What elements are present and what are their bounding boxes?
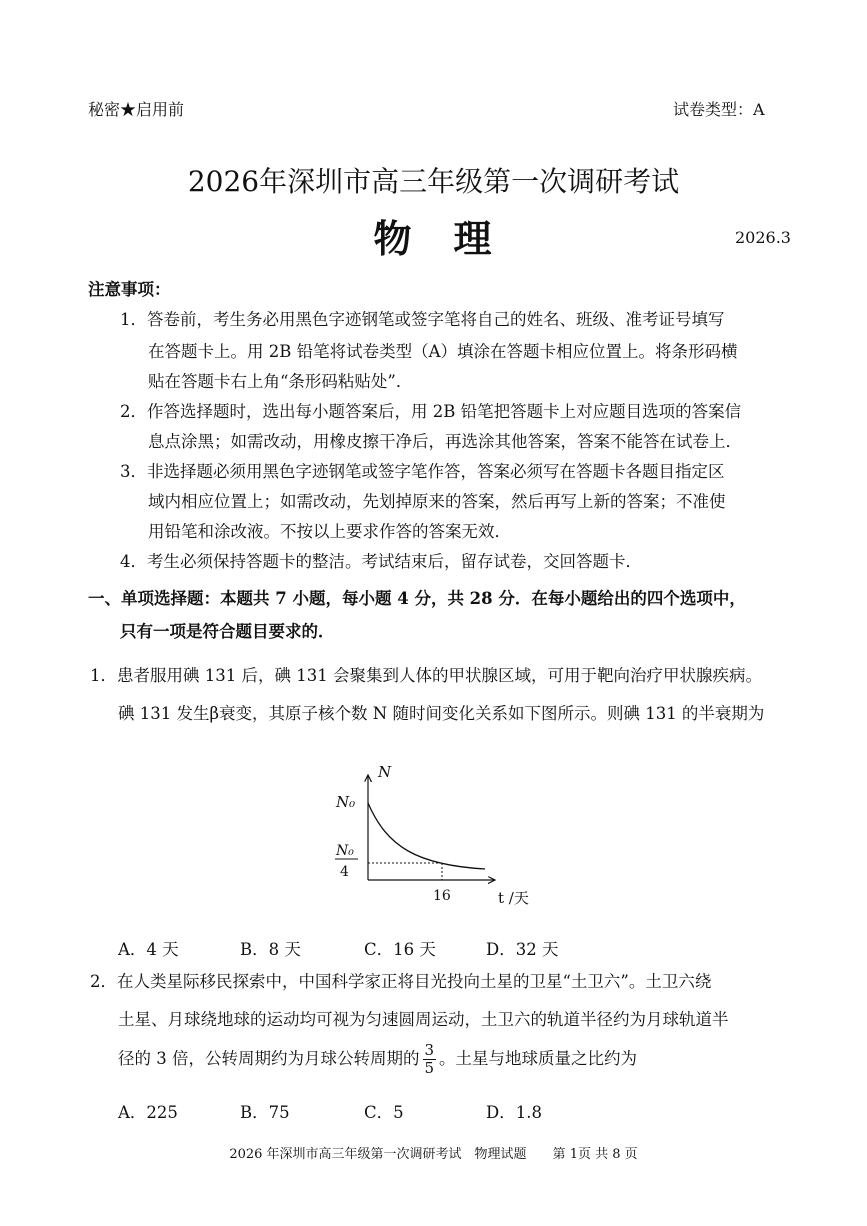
question-2-line: 土星、月球绕地球的运动均可视为匀速圆周运动，土卫六的轨道半径约为月球轨道半 (118, 1010, 729, 1029)
question-2-line (118, 1040, 637, 1078)
option-a: A．225 (118, 1103, 178, 1122)
section-heading-cont: 只有一项是符合题目要求的． (120, 622, 335, 641)
y-frac-den: 4 (340, 864, 349, 880)
option-c: C．16 天 (364, 940, 436, 959)
subject-title: 物 理 (373, 216, 494, 261)
question-1-line: 1．患者服用碘 131 后，碘 131 会聚集到人体的甲状腺区域，可用于靶向治疗甲状腺疾病。 (90, 666, 762, 685)
x-axis-label: t /天 (498, 889, 529, 907)
question-2-text: 。土星与地球质量之比约为 (439, 1049, 638, 1068)
y-frac-num: N₀ (336, 843, 354, 859)
exam-date: 2026.3 (735, 228, 791, 247)
option-d: D．1.8 (486, 1103, 542, 1122)
note-line: 域内相应位置上；如需改动，先划掉原来的答案，然后再写上新的答案；不准使 (148, 492, 726, 511)
note-line: 息点涂黑；如需改动，用橡皮擦干净后，再选涂其他答案，答案不能答在试卷上． (148, 432, 742, 451)
note-line: 用铅笔和涂改液。不按以上要求作答的答案无效． (148, 522, 511, 541)
question-1-line: 碘 131 发生β衰变，其原子核个数 N 随时间变化关系如下图所示。则碘 131 的半衰期为 (118, 704, 765, 723)
question-2-text: 径的 3 倍，公转周期约为月球公转周期的 (118, 1049, 420, 1068)
section-heading: 一、单项选择题：本题共 7 小题，每小题 4 分，共 28 分．在每小题给出的四个选项中， (88, 589, 746, 608)
fraction-denominator: 5 (424, 1059, 435, 1077)
note-line: 1．答卷前，考生务必用黑色字迹钢笔或签字笔将自己的姓名、班级、准考证号填写 (120, 310, 725, 329)
option-b: B．75 (240, 1103, 290, 1122)
y-axis-label: N (378, 763, 392, 781)
paper-type-label: 试卷类型：A (673, 100, 765, 119)
note-line: 贴在答题卡右上角“条形码粘贴处”． (148, 372, 413, 391)
option-b: B．8 天 (240, 940, 301, 959)
fraction (423, 1042, 437, 1077)
option-a: A．4 天 (118, 940, 179, 959)
x-tick-label: 16 (433, 888, 451, 904)
y-top-label: N₀ (336, 793, 356, 811)
note-line: 2．作答选择题时，选出每小题答案后，用 2B 铅笔把答题卡上对应题目选项的答案信 (120, 402, 742, 421)
note-line: 3．非选择题必须用黑色字迹钢笔或签字笔作答，答案必须写在答题卡各题目指定区 (120, 462, 725, 481)
fraction-numerator: 3 (424, 1041, 435, 1059)
option-d: D．32 天 (486, 940, 559, 959)
exam-title: 2026年深圳市高三年级第一次调研考试 (187, 165, 680, 198)
decay-graph (325, 755, 555, 915)
note-line: 在答题卡上。用 2B 铅笔将试卷类型（A）填涂在答题卡相应位置上。将条形码横 (148, 342, 738, 361)
confidential-label: 秘密★启用前 (88, 100, 185, 119)
note-line: 4．考生必须保持答题卡的整洁。考试结束后，留存试卷，交回答题卡． (120, 552, 642, 571)
page-footer: 2026 年深圳市高三年级第一次调研考试 物理试题 第 1页 共 8 页 (229, 1147, 638, 1162)
decay-curve (368, 803, 485, 869)
question-2-line: 2．在人类星际移民探索中，中国科学家正将目光投向土星的卫星“土卫六”。土卫六绕 (90, 972, 712, 991)
notes-heading: 注意事项： (88, 280, 171, 299)
option-c: C．5 (364, 1103, 404, 1122)
